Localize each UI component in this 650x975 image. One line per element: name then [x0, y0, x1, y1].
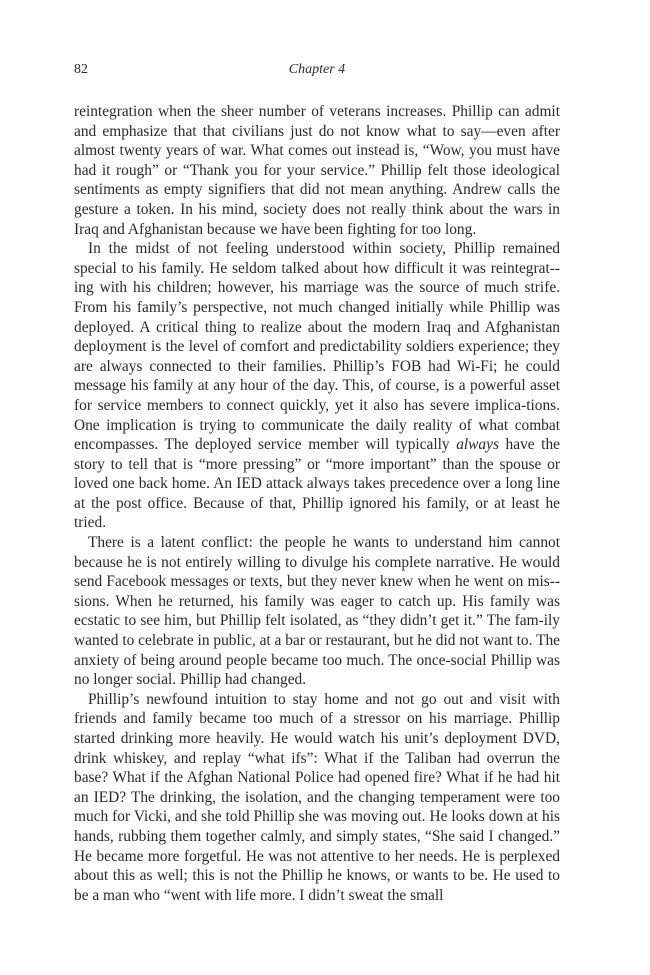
paragraph-text: Phillip’s newfound intuition to stay home and not go out and visit with friends and family became too much of a stressor on his marriage. Phillip started drinking more heavily. He would watch his unit’s deployment DVD, drink whiskey, and replay “what ifs”: What if the Taliban had overrun the base? What if the Afghan National Police had opened fire? What if he had hit an IED? The drinking, the isolation, and the changing temperament were too much for Vicki, and she told Phillip she was moving out. He looks down at his hands, rubbing them together calmly, and simply states, “She said I changed.” He became more forgetful. He was not attentive to her needs. He is perplexed about this as well; this is not the Phillip he knows, or wants to be. He used to be a man who “went with life more. I didn’t sweat the small — [74, 690, 560, 904]
running-head — [74, 62, 560, 86]
paragraph — [74, 533, 560, 690]
paragraph-text: have the story to tell that is “more pressing” or “more important” than the spouse or loved one back home. An IED attack always takes precedence over a long line at the post office. Because of that, Phillip ignored his family, or at least he tried. — [74, 436, 560, 532]
paragraph — [74, 239, 560, 533]
chapter-title: Chapter 4 — [288, 62, 346, 77]
page-number: 82 — [74, 62, 88, 77]
body-text — [74, 102, 560, 905]
paragraph-text: There is a latent conflict: the people he wants to understand him cannot because he is not entirely willing to divulge his complete narrative. He would send Facebook messages or texts, but they never knew when he went on mis-sions. When he returned, his family was eager to catch up. His family was ecstatic to see him, but Phillip felt isolated, as “they didn’t get it.” The fam-ily wanted to celebrate in public, at a bar or restaurant, but he did not want to. The anxiety of being around people became too much. The once-social Phillip was no longer social. Phillip had changed. — [74, 534, 560, 689]
paragraph-text: reintegration when the sheer number of veterans increases. Phillip can admit and emphasize that that civilians just do not know what to say—even after almost twenty years of war. What comes out instead is, “Wow, you must have had it rough” or “Thank you for your service.” Phillip felt those ideological sentiments as empty signifiers that did not mean anything. Andrew calls the gesture a token. In his mind, society does not really think about the wars in Iraq and Afghanistan because we have been fighting for too long. — [74, 103, 560, 238]
paragraph — [74, 102, 560, 239]
book-page — [74, 62, 560, 905]
emphasis-text: always — [456, 436, 499, 454]
paragraph-text: In the midst of not feeling understood within society, Phillip remained special to his family. He seldom talked about how difficult it was reintegrat-ing with his children; however, his marriage was the source of much strife. From his family’s perspective, not much changed initially while Phillip was deployed. A critical thing to realize about the modern Iraq and Afghanistan deployment is the level of comfort and predictability soldiers experience; they are always connected to their families. Phillip’s FOB had Wi-Fi; he could message his family at any hour of the day. This, of course, is a powerful asset for service members to connect quickly, yet it also has severe implica-tions. One implication is trying to communicate the daily reality of what combat encompasses. The deployed service member will typically — [74, 240, 560, 454]
paragraph — [74, 690, 560, 906]
